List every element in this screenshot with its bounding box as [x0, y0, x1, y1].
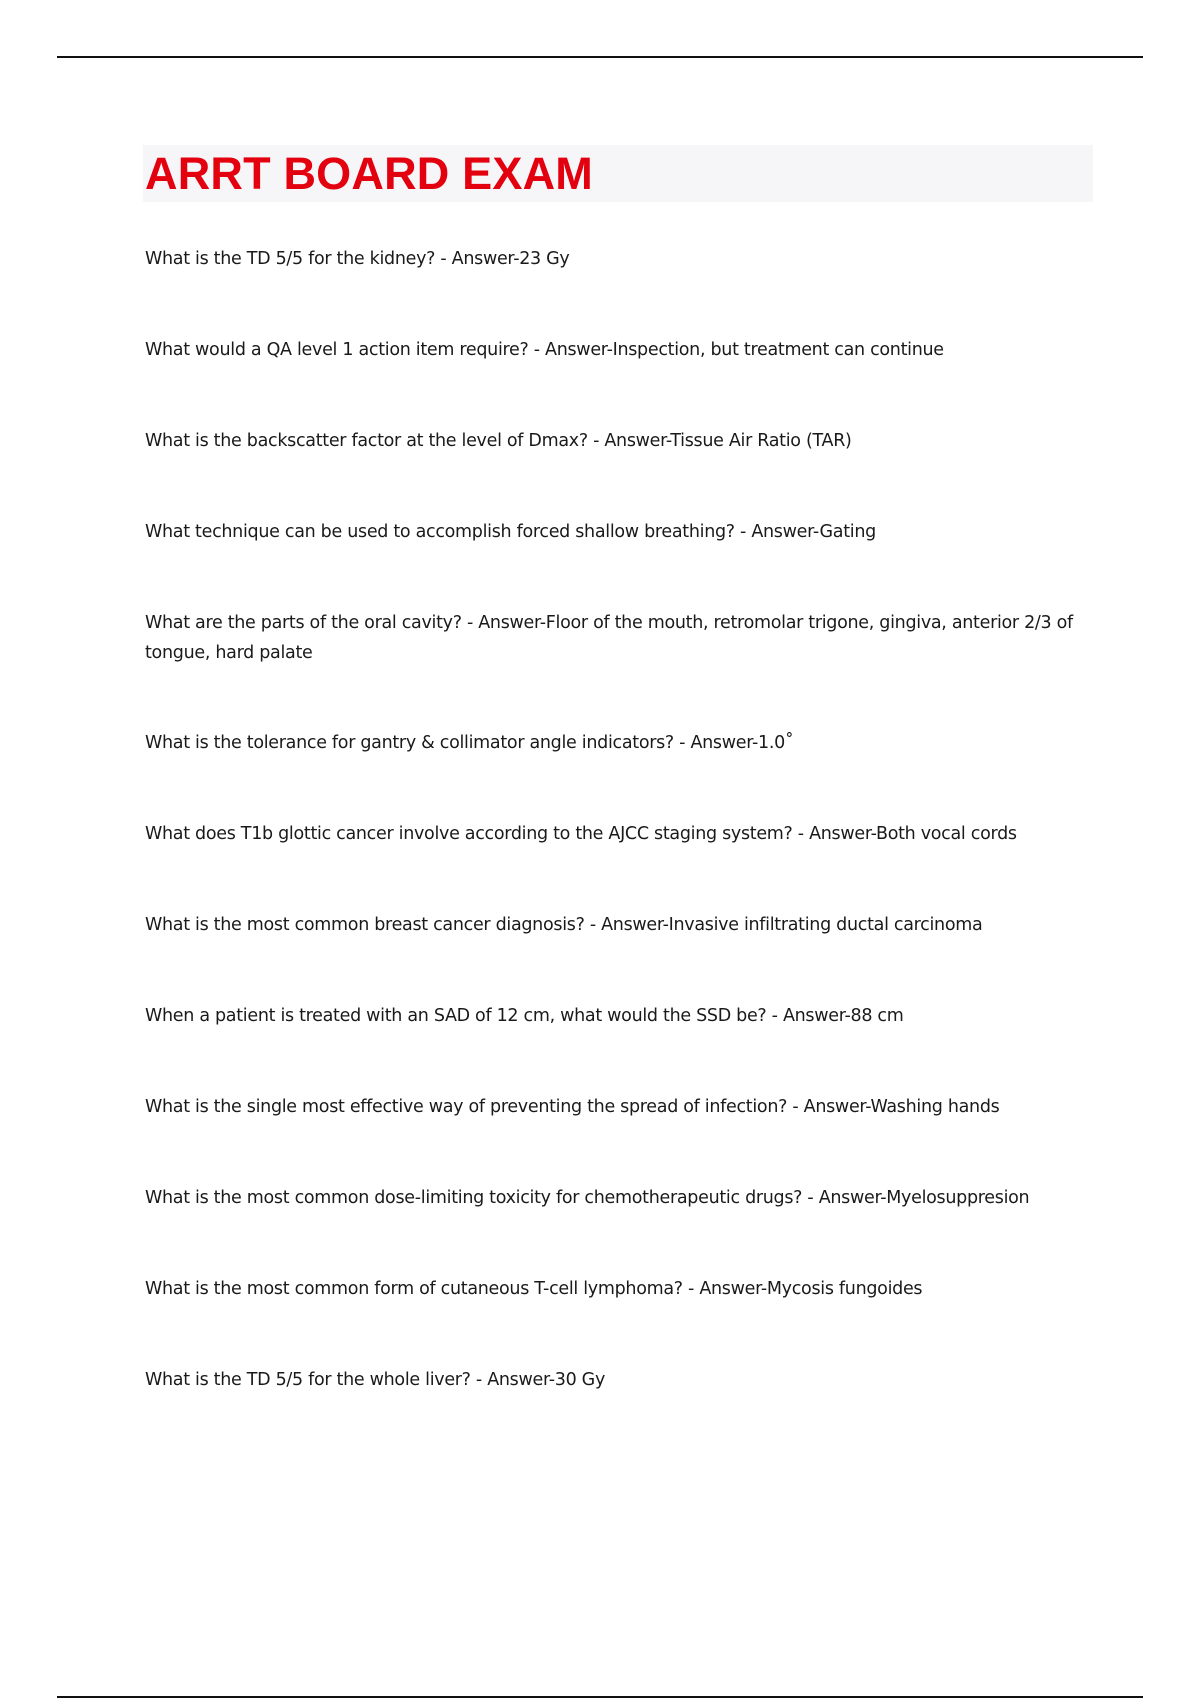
bottom-rule [57, 1696, 1143, 1698]
qa-item: What is the backscatter factor at the level of Dmax? - Answer-Tissue Air Ratio (TAR) [145, 431, 852, 451]
qa-item: What are the parts of the oral cavity? - Answer-Floor of the mouth, retromolar trigone, gingiva, anterior 2/3 of tongue, hard palate [145, 613, 1073, 663]
title-band [143, 145, 1093, 202]
qa-item: What would a QA level 1 action item require? - Answer-Inspection, but treatment can continue [145, 340, 944, 360]
qa-item: What is the TD 5/5 for the kidney? - Answer-23 Gy [145, 249, 570, 269]
qa-item: What is the single most effective way of preventing the spread of infection? - Answer-Washing hands [145, 1097, 1000, 1117]
qa-item: What is the most common breast cancer diagnosis? - Answer-Invasive infiltrating ductal carcinoma [145, 915, 983, 935]
qa-item: What is the TD 5/5 for the whole liver? - Answer-30 Gy [145, 1370, 606, 1390]
qa-item: When a patient is treated with an SAD of 12 cm, what would the SSD be? - Answer-88 cm [145, 1006, 904, 1026]
qa-item: What is the most common form of cutaneous T-cell lymphoma? - Answer-Mycosis fungoides [145, 1279, 923, 1299]
qa-item: What is the most common dose-limiting toxicity for chemotherapeutic drugs? - Answer-Myelosuppresion [145, 1188, 1030, 1208]
qa-item: What is the tolerance for gantry & collimator angle indicators? - Answer-1.0˚ [145, 733, 794, 753]
top-rule [57, 56, 1143, 58]
qa-item: What technique can be used to accomplish forced shallow breathing? - Answer-Gating [145, 522, 876, 542]
document-title: ARRT BOARD EXAM [145, 148, 593, 199]
qa-item: What does T1b glottic cancer involve according to the AJCC staging system? - Answer-Both vocal cords [145, 824, 1017, 844]
